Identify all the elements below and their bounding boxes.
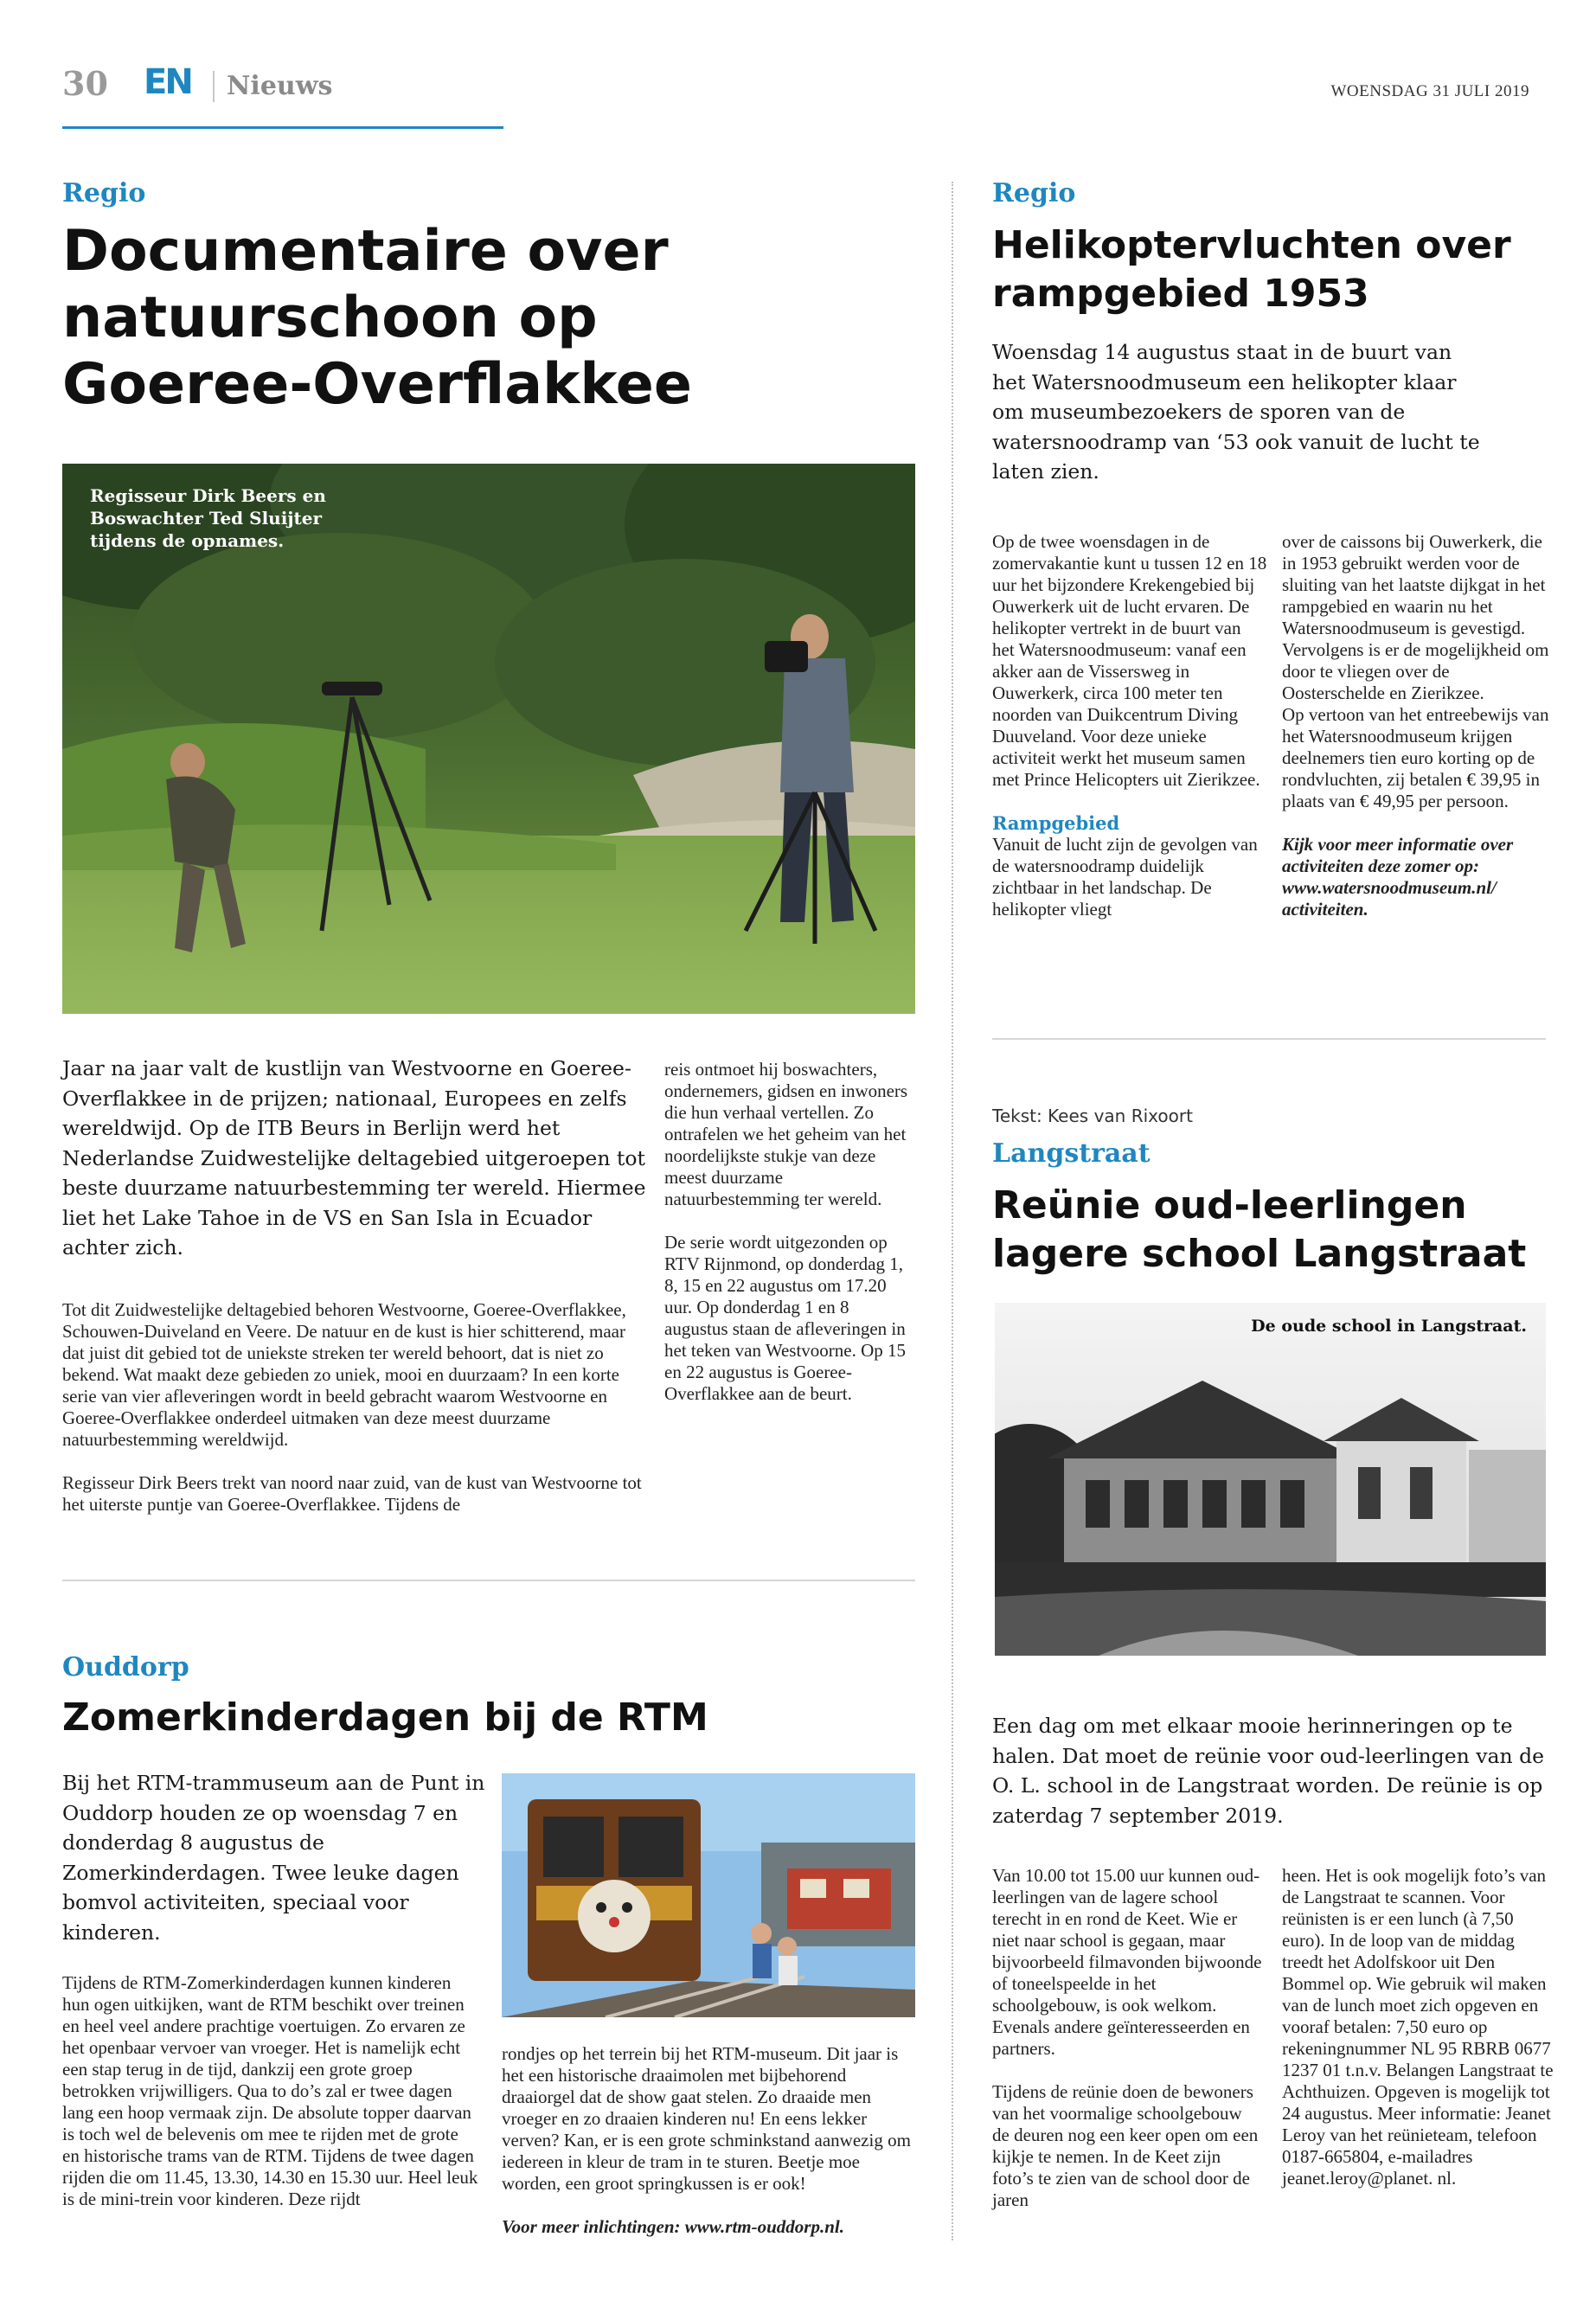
article2-paragraph: Op vertoon van het entreebewijs van het Watersnoodmuseum krijgen deelnemers tien euro korting op de rondvluchten, zij betalen € 39,95 in plaats van € 49,95 per persoon.	[1282, 704, 1549, 811]
article3-lead: Een dag om met elkaar mooie herinneringen op te halen. Dat moet de reünie voor oud-leerlingen van de O. L. school in de Langstraat worden. De reünie is op zaterdag 7 september 2019.	[992, 1714, 1545, 1828]
article2-col1	[992, 531, 1267, 920]
article1-kicker: Regio	[62, 178, 146, 208]
article4-paragraph: Tijdens de RTM-Zomerkinderdagen kunnen kinderen hun ogen uitkijken, want de RTM beschikt over treinen en heel veel andere prachtige voertuigen. Zo ervaren ze het openbaar vervoer van vroeger. Het is namelijk echt een stap terug in de tijd, dankzij een grote groep betrokken vrijwilligers. Qua to do’s zal er twee dagen lang een hoop vermaak zijn. De absolute topper daarvan is toch wel de belevenis om mee te rijden met de grote en historische trams van de RTM. Tijdens de twee dagen rijden die om 11.45, 13.30, 14.30 en 15.30 uur. Heel leuk is de mini-trein voor kinderen. Deze rijdt	[62, 1972, 478, 2209]
article1-paragraph: Tot dit Zuidwestelijke deltagebied behoren Westvoorne, Goeree-Overflakkee, Schouwen-Duiveland en Veere. De natuur en de kust is hier schitterend, maar dat juist dit gebied tot de uniekste streken ter wereld behoort, dat is niet zo bekend. Wat maakt deze gebieden zo uniek, mooi en duurzaam? In een korte serie van vier afleveringen wordt in beeld gebracht waarom Westvoorne en Goeree-Overflakkee onderdeel uitmaken van deze meest duurzame natuurbestemming wereldwijd.	[62, 1299, 626, 1450]
article2-subhead: Rampgebied	[992, 812, 1120, 834]
brand-logo: EN	[144, 62, 191, 102]
article2-paragraph: over de caissons bij Ouwerkerk, die in 1953 gebruikt werden voor de sluiting van het laatste dijkgat in het rampgebied en waarin nu het Watersnoodmuseum is gevestigd. Vervolgens is er de mogelijkheid om door te vliegen over de Oosterschelde en Zierikzee.	[1282, 531, 1549, 703]
article3-col2	[1282, 1865, 1554, 2189]
article3-headline	[992, 1182, 1563, 1279]
article1-col2	[664, 1059, 915, 1405]
article1-headline-line: natuurschoon op	[62, 285, 598, 350]
article1-photo-caption-line: Regisseur Dirk Beers en	[90, 485, 326, 506]
article3-photo-caption: De oude school in Langstraat.	[1251, 1317, 1527, 1336]
article3-paragraph: heen. Het is ook mogelijk foto’s van de Langstraat te scannen. Voor reünisten is er een lunch (à 7,50 euro). In de loop van de middag treedt het Adolfskoor uit Den Bommel op. Wie gebruik wil maken van de lunch moet zich opgeven en vooraf betalen: 7,50 euro op rekeningnummer NL 95 RBRB 0677 1237 01 t.n.v. Belangen Langstraat te Achthuizen. Opgeven is mogelijk tot 24 augustus. Meer informatie: Jeanet Leroy van het reünieteam, telefoon 0187-665804, e-mailadres jeanet.leroy@planet. nl.	[1282, 1865, 1554, 2189]
header-rule	[62, 126, 503, 129]
article1-bottom-rule	[62, 1580, 915, 1581]
article4-paragraph: rondjes op het terrein bij het RTM-museum. Dit jaar is het een historische draaimolen met bijbehorend draaiorgel dat de show gaat stelen. Zo draaide men vroeger en zo draaien kinderen nu! En eens lekker verven? Kan, er is een grote schminkstand aanwezig om iedereen in kleur de tram in te sturen. Beetje moe worden, een groot springkussen is er ook!	[502, 2043, 911, 2194]
article3-paragraph: Tijdens de reünie doen de bewoners van het voormalige schoolgebouw de deuren nog een keer open om een kijkje te nemen. In de Keet zijn foto’s te zien van de school door de jaren	[992, 2081, 1259, 2210]
article2-more-info: Kijk voor meer informatie over activiteiten deze zomer op: www.watersnoodmuseum.nl/ activiteiten.	[1282, 834, 1514, 920]
header-divider	[213, 71, 215, 102]
article1-photo	[62, 464, 915, 1014]
article1-photo-caption	[90, 484, 326, 552]
article1-photo-caption-line: Boswachter Ted Sluijter	[90, 508, 323, 529]
article3-headline-line: Reünie oud-leerlingen	[992, 1183, 1467, 1227]
article1-headline-line: Goeree-Overflakkee	[62, 352, 692, 417]
article4-lead: Bij het RTM-trammuseum aan de Punt in Ouddorp houden ze op woensdag 7 en donderdag 8 augustus de Zomerkinderdagen. Twee leuke dagen bomvol activiteiten, speciaal voor kinderen.	[62, 1771, 485, 1945]
article2-lead: Woensdag 14 augustus staat in de buurt van het Watersnoodmuseum een helikopter klaar om museumbezoekers de sporen van de watersnoodramp van ‘53 ook vanuit de lucht te laten zien.	[992, 340, 1480, 484]
article1-headline-line: Documentaire over	[62, 219, 669, 284]
article3-photo	[995, 1303, 1546, 1656]
article2-bottom-rule	[992, 1038, 1546, 1040]
article2-kicker: Regio	[992, 178, 1076, 208]
article1-headline	[62, 218, 893, 418]
article1-paragraph: reis ontmoet hij boswachters, ondernemers, gidsen en inwoners die hun verhaal vertellen. Zo ontrafelen we het geheim van het noordelijkste stukje van deze meest duurzame natuurbestemming ter wereld.	[664, 1059, 908, 1209]
article1-col1	[62, 1299, 644, 1516]
article1-lead: Jaar na jaar valt de kustlijn van Westvoorne en Goeree-Overflakkee in de prijzen; nationaal, Europees en zelfs wereldwijd. Op de ITB Beurs in Berlijn werd het Nederlandse Zuidwestelijke deltagebied uitgeroepen tot beste duurzame natuurbestemming ter wereld. Hiermee liet het Lake Tahoe in de VS en San Isla in Ecuador achter zich.	[62, 1056, 646, 1259]
article4-kicker: Ouddorp	[62, 1652, 189, 1682]
section-label: Nieuws	[227, 71, 333, 101]
article1-paragraph: Regisseur Dirk Beers trekt van noord naar zuid, van de kust van Westvoorne tot het uiterste puntje van Goeree-Overflakkee. Tijdens de	[62, 1472, 642, 1515]
article2-paragraph: Vanuit de lucht zijn de gevolgen van de watersnoodramp duidelijk zichtbaar in het landschap. De helikopter vliegt	[992, 834, 1258, 920]
article3-kicker: Langstraat	[992, 1138, 1151, 1169]
page-date: WOENSDAG 31 JULI 2019	[1330, 82, 1529, 100]
article3-paragraph: Van 10.00 tot 15.00 uur kunnen oud-leerlingen van de lagere school terecht in en rond de Keet. Wie er niet naar school is gegaan, maar bijvoorbeeld filmavonden bijwoonde of toneelspeelde in het schoolgebouw, is ook welkom. Evenals andere geïnteresseerden en partners.	[992, 1865, 1262, 2059]
article2-paragraph: Op de twee woensdagen in de zomervakantie kunt u tussen 12 en 18 uur het bijzondere Krekengebied bij Ouwerkerk uit de lucht ervaren. De helikopter vertrekt in de buurt van het Watersnoodmuseum: vanaf een akker aan de Vissersweg in Ouwerkerk, circa 100 meter ten noorden van Duikcentrum Diving Duuveland. Voor deze unieke activiteit werkt het museum samen met Prince Helicopters uit Zierikzee.	[992, 531, 1267, 790]
article2-headline	[992, 221, 1546, 318]
article2-headline-line: Helikoptervluchten over	[992, 223, 1511, 267]
page-number: 30	[62, 64, 108, 103]
article1-photo-caption-line: tijdens de opnames.	[90, 530, 285, 551]
article2-headline-line: rampgebied 1953	[992, 272, 1369, 316]
article3-col1	[992, 1865, 1262, 2211]
article4-headline: Zomerkinderdagen bij de RTM	[62, 1695, 708, 1740]
article4-col1	[62, 1972, 479, 2210]
article4-photo	[502, 1773, 915, 2017]
article3-byline: Tekst: Kees van Rixoort	[992, 1106, 1193, 1126]
article4-more-info: Voor meer inlichtingen: www.rtm-ouddorp.nl.	[502, 2216, 844, 2237]
article2-col2	[1282, 531, 1554, 920]
column-divider	[952, 182, 953, 2240]
article4-col2	[502, 2043, 915, 2238]
article3-headline-line: lagere school Langstraat	[992, 1232, 1527, 1276]
article1-paragraph: De serie wordt uitgezonden op RTV Rijnmond, op donderdag 1, 8, 15 en 22 augustus om 17.20 uur. Op donderdag 1 en 8 augustus staan de afleveringen in het teken van Westvoorne. Op 15 en 22 augustus is Goeree-Overflakkee aan de beurt.	[664, 1232, 907, 1404]
